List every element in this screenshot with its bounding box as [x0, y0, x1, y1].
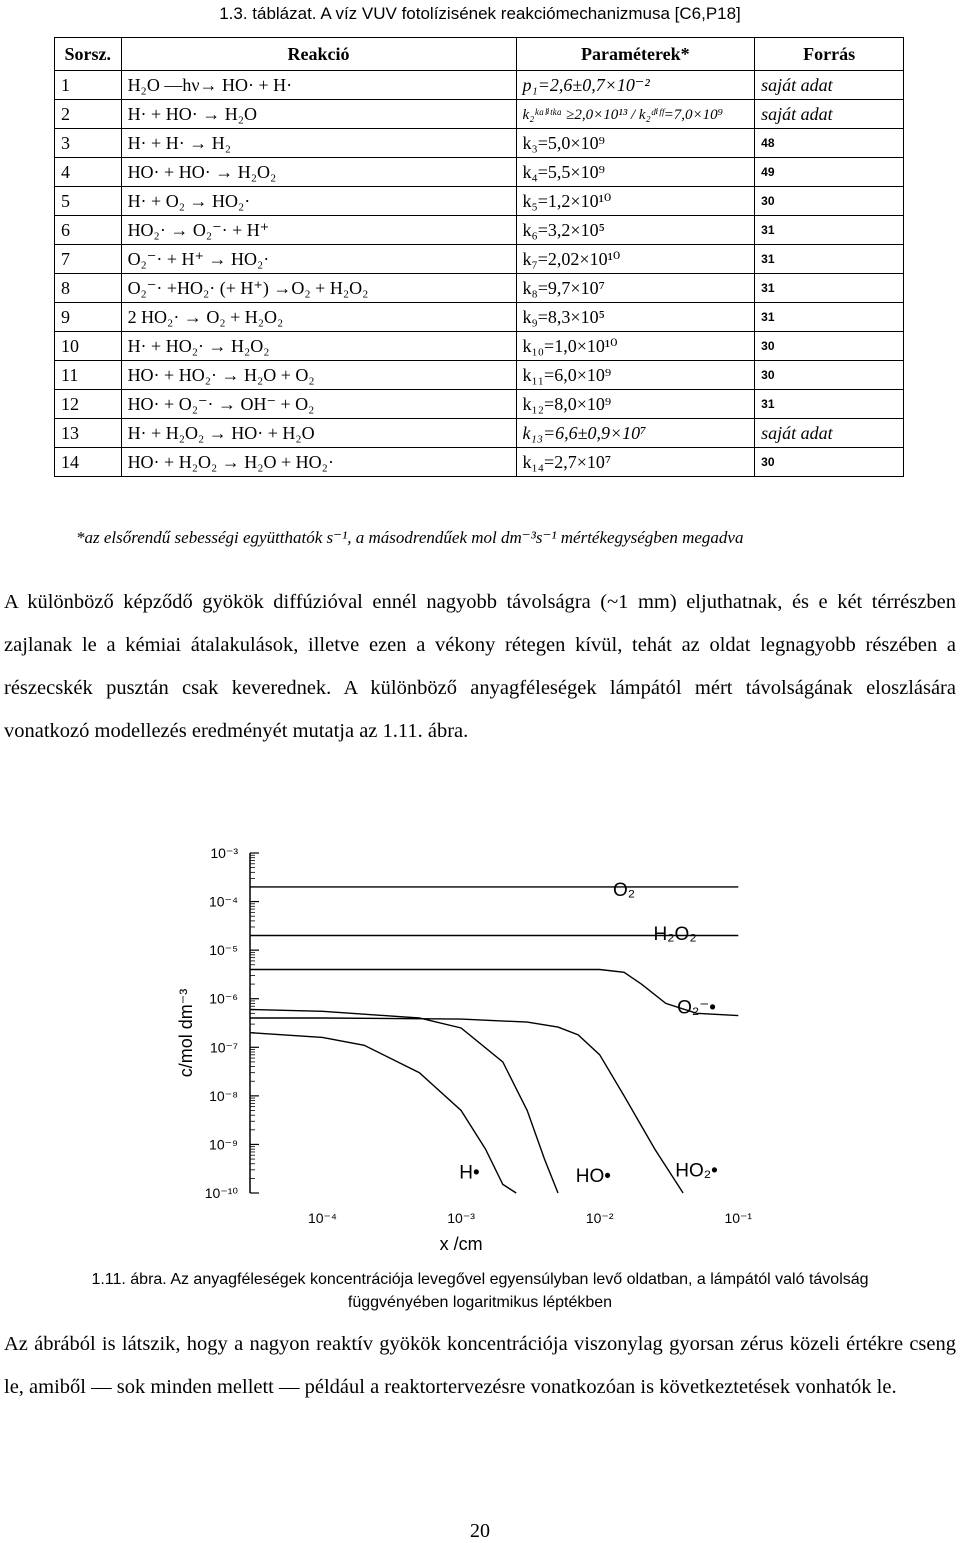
table-caption: 1.3. táblázat. A víz VUV fotolízisének reakciómechanizmusa [C6,P18] [219, 4, 741, 23]
header-params: Paraméterek* [516, 38, 755, 71]
x-tick-label: 10⁻³ [447, 1210, 475, 1226]
reaction-table [54, 37, 904, 477]
reaction-cell: HO₂· → O₂⁻· + H⁺ [121, 216, 516, 245]
reaction-cell: HO· + O₂⁻· → OH⁻ + O₂ [121, 390, 516, 419]
param-cell: k₇=2,02×10¹⁰ [516, 245, 755, 274]
table-footnote: *az elsőrendű sebességi együtthatók s⁻¹, a másodrendűek mol dm⁻³s⁻¹ mértékegységben megadva [76, 528, 744, 547]
paragraph-2: Az ábrából is látszik, hogy a nagyon reaktív gyökök koncentrációja viszonylag gyorsan zérus közeli értékre cseng le, amiből — sok minden mellett — például a reaktortervezésre vonatkozóan is következtetések vonhatók le. [4, 1333, 956, 1398]
param-cell: k₁₁=6,0×10⁹ [516, 361, 755, 390]
series-label: HO₂• [675, 1160, 718, 1182]
param-cell: k₄=5,5×10⁹ [516, 158, 755, 187]
source-cell: 48 [755, 129, 904, 158]
reaction-cell: O₂⁻· +HO₂· (+ H⁺) →O₂ + H₂O₂ [121, 274, 516, 303]
param-cell: k₁₀=1,0×10¹⁰ [516, 332, 755, 361]
y-tick-label: 10⁻⁴ [209, 893, 238, 910]
source-cell: saját adat [755, 419, 904, 448]
row-number: 5 [55, 187, 122, 216]
reaction-cell: H· + HO₂· → H₂O₂ [121, 332, 516, 361]
series-line [250, 1010, 558, 1194]
reaction-cell: HO· + H₂O₂ → H₂O + HO₂· [121, 448, 516, 477]
table-row [55, 245, 904, 274]
y-axis-label: c/mol dm⁻³ [176, 988, 196, 1078]
x-tick-label: 10⁻⁴ [307, 1210, 337, 1226]
table-row [55, 303, 904, 332]
x-tick-label: 10⁻² [585, 1210, 614, 1226]
table-row [55, 390, 904, 419]
y-tick-label: 10⁻⁷ [209, 1039, 238, 1056]
y-tick-label: 10⁻⁸ [209, 1087, 238, 1104]
reaction-cell: H· + HO· → H₂O [121, 100, 516, 129]
param-cell: k₂ᵏᵃˡⁱᵗᵏᵃ ≥2,0×10¹³ / k₂ᵈⁱᶠᶠ=7,0×10⁹ [516, 100, 755, 129]
row-number: 2 [55, 100, 122, 129]
figure-caption [0, 1268, 960, 1314]
table-row [55, 216, 904, 245]
y-tick-label: 10⁻⁵ [209, 942, 238, 959]
row-number: 13 [55, 419, 122, 448]
param-cell: k₆=3,2×10⁵ [516, 216, 755, 245]
param-cell: k₉=8,3×10⁵ [516, 303, 755, 332]
row-number: 9 [55, 303, 122, 332]
source-cell: 30 [755, 332, 904, 361]
source-cell: saját adat [755, 71, 904, 100]
paragraph-1: A különböző képződő gyökök diffúzióval ennél nagyobb távolságra (~1 mm) eljuthatnak, és e két térrészben zajlanak le a kémiai átalakulások, illetve ezen a vékony rétegen kívül, tehát az oldat legnagyobb részében a részecskék pusztán csak keverednek. A különböző anyagféleségek lámpától mért távolságának eloszlására vonatkozó modellezés eredményét mutatja az 1.11. ábra. [4, 591, 956, 742]
row-number: 7 [55, 245, 122, 274]
row-number: 6 [55, 216, 122, 245]
reaction-cell: H· + H· → H₂ [121, 129, 516, 158]
param-cell: k₁₄=2,7×10⁷ [516, 448, 755, 477]
header-no: Sorsz. [55, 38, 122, 71]
reaction-cell: H₂O —hν→ HO· + H· [121, 71, 516, 100]
param-cell: p₁=2,6±0,7×10⁻² [516, 71, 755, 100]
source-cell: 31 [755, 274, 904, 303]
series-label: HO• [575, 1165, 611, 1187]
table-row [55, 158, 904, 187]
source-cell: 31 [755, 303, 904, 332]
table-header-row [55, 38, 904, 71]
y-tick-label: 10⁻¹⁰ [204, 1185, 238, 1201]
row-number: 10 [55, 332, 122, 361]
table-row [55, 100, 904, 129]
figure-caption-line-1: 1.11. ábra. Az anyagféleségek koncentrációja levegővel egyensúlyban levő oldatban, a lámpától való távolság [91, 1271, 869, 1288]
x-axis-label: x /cm [439, 1234, 483, 1253]
table-row [55, 332, 904, 361]
source-cell: 31 [755, 245, 904, 274]
source-cell: saját adat [755, 100, 904, 129]
reaction-cell: H· + O₂ → HO₂· [121, 187, 516, 216]
source-cell: 31 [755, 216, 904, 245]
row-number: 14 [55, 448, 122, 477]
row-number: 11 [55, 361, 122, 390]
row-number: 1 [55, 71, 122, 100]
source-cell: 30 [755, 448, 904, 477]
source-cell: 30 [755, 187, 904, 216]
param-cell: k₃=5,0×10⁹ [516, 129, 755, 158]
table-row [55, 187, 904, 216]
series-label: O₂⁻• [677, 997, 716, 1019]
param-cell: k₁₃=6,6±0,9×10⁷ [516, 419, 755, 448]
reaction-cell: O₂⁻· + H⁺ → HO₂· [121, 245, 516, 274]
row-number: 8 [55, 274, 122, 303]
table-row [55, 361, 904, 390]
y-tick-label: 10⁻³ [210, 845, 238, 861]
figure-caption-line-2: függvényében logaritmikus léptékben [347, 1294, 613, 1311]
source-cell: 49 [755, 158, 904, 187]
param-cell: k₈=9,7×10⁷ [516, 274, 755, 303]
reaction-cell: HO· + HO· → H₂O₂ [121, 158, 516, 187]
series-label: H• [459, 1162, 480, 1184]
reaction-cell: HO· + HO₂· → H₂O + O₂ [121, 361, 516, 390]
y-tick-label: 10⁻⁹ [209, 1136, 238, 1153]
table-row [55, 448, 904, 477]
y-tick-label: 10⁻⁶ [209, 990, 238, 1007]
page-number: 20 [470, 1520, 490, 1542]
concentration-chart [150, 838, 800, 1253]
header-source: Forrás [755, 38, 904, 71]
row-number: 12 [55, 390, 122, 419]
series-label: O₂ [613, 880, 636, 902]
header-reaction: Reakció [121, 38, 516, 71]
table-row [55, 71, 904, 100]
table-row [55, 274, 904, 303]
series-label: H₂O₂ [653, 924, 697, 946]
row-number: 4 [55, 158, 122, 187]
source-cell: 30 [755, 361, 904, 390]
table-row [55, 419, 904, 448]
source-cell: 31 [755, 390, 904, 419]
param-cell: k₅=1,2×10¹⁰ [516, 187, 755, 216]
reaction-cell: 2 HO₂· → O₂ + H₂O₂ [121, 303, 516, 332]
row-number: 3 [55, 129, 122, 158]
series-line [250, 970, 738, 1019]
reaction-cell: H· + H₂O₂ → HO· + H₂O [121, 419, 516, 448]
x-tick-label: 10⁻¹ [724, 1210, 753, 1226]
table-row [55, 129, 904, 158]
param-cell: k₁₂=8,0×10⁹ [516, 390, 755, 419]
